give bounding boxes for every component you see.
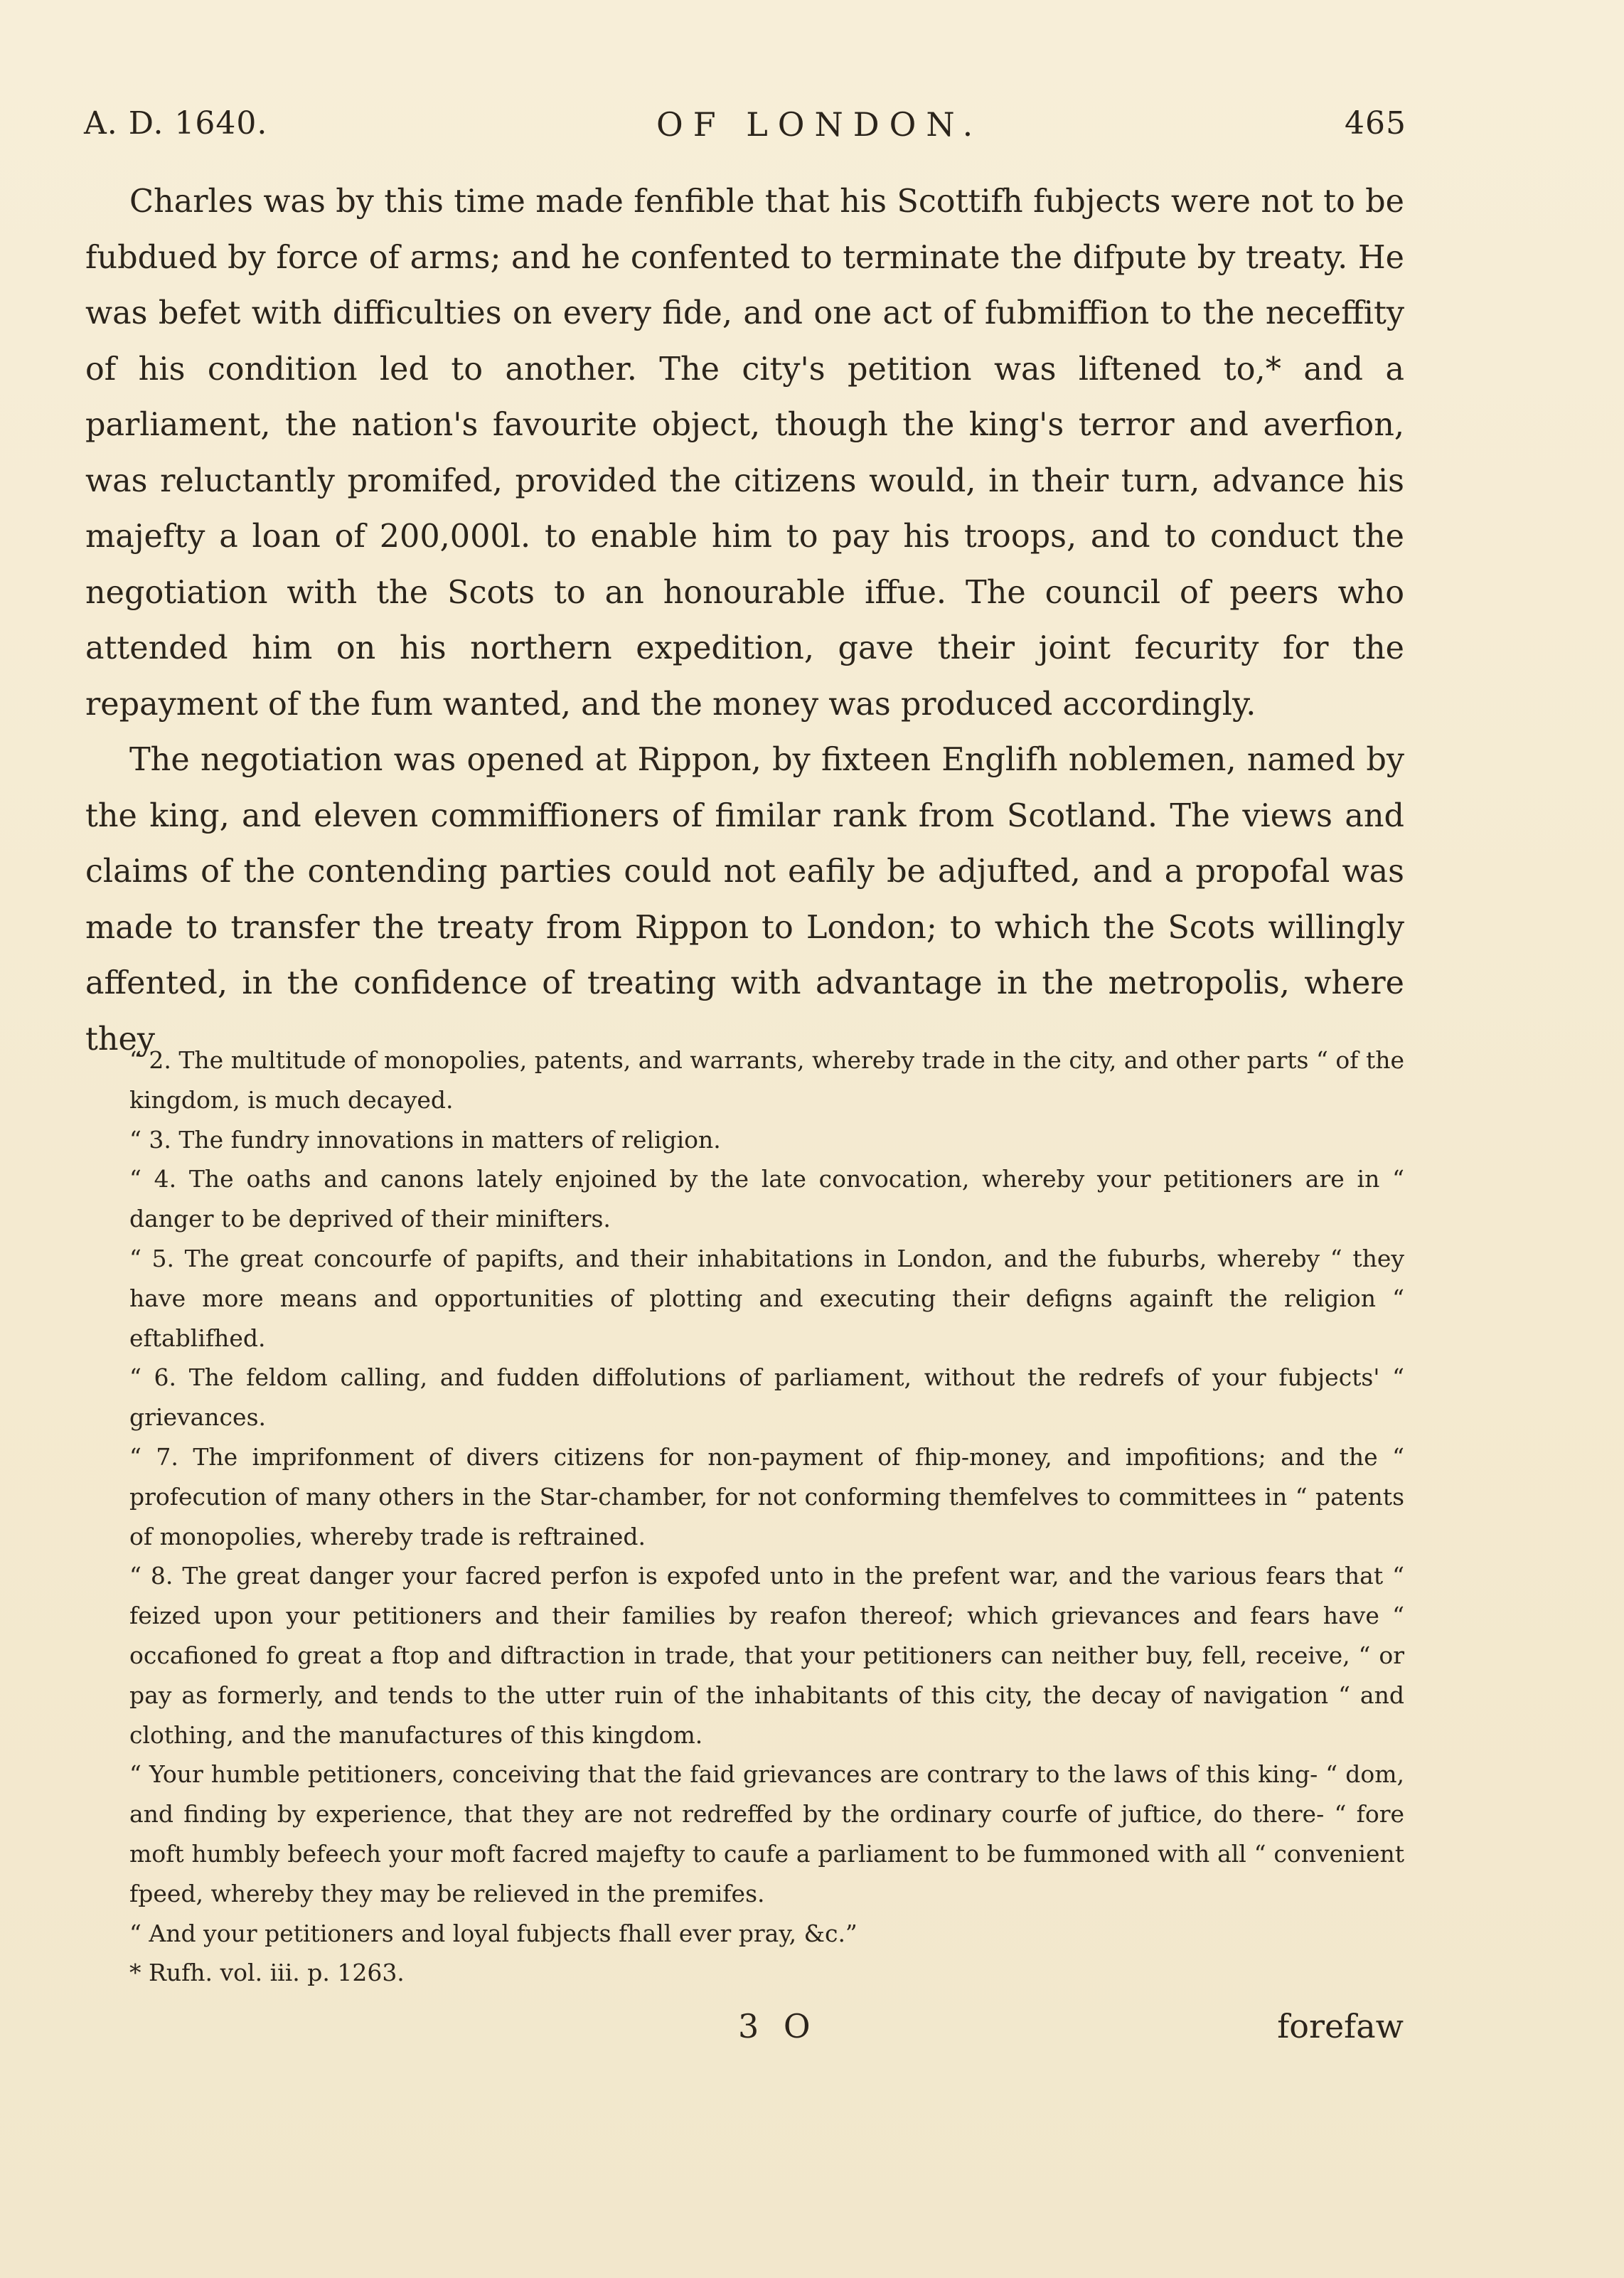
running-head-title: OF LONDON. xyxy=(656,105,983,144)
footnote-item: “ 6. The feldom calling, and fudden diffolutions of parliament, without the redrefs of your fubjects' “ grievances. xyxy=(129,1363,1404,1432)
footnote-item: “ 2. The multitude of monopolies, patents, and warrants, whereby trade in the city, and other parts “ of the kingdom, is much decayed. xyxy=(129,1046,1404,1114)
footnote-item: “ 4. The oaths and canons lately enjoined by the late convocation, whereby your petitioners are in “ danger to be deprived of their minifters. xyxy=(129,1165,1404,1233)
running-head-date: A. D. 1640. xyxy=(84,105,268,142)
main-text xyxy=(85,174,1404,1068)
footnote-item: “ And your petitioners and loyal fubjects fhall ever pray, &c.” xyxy=(129,1919,858,1947)
running-head xyxy=(84,105,1406,155)
footnote-item: “ 7. The imprifonment of divers citizens for non-payment of fhip-money, and impofitions; and the “ profecution of many others in the Star-chamber, for not conforming themfelves to committees in “ patents of monopolies, whereby trade is reftrained. xyxy=(129,1442,1404,1550)
footnote-item: “ 8. The great danger your facred perfon is expofed unto in the prefent war, and the various fears that “ feized upon your petitioners and their families by reafon thereof; which grievances and fears have “ occafioned fo great a ftop and diftraction in trade, that your petitioners can neither buy, fell, receive, “ or pay as formerly, and tends to the utter ruin of the inhabitants of this city, the decay of navigation “ and clothing, and the manufactures of this kingdom. xyxy=(129,1562,1404,1749)
footnotes xyxy=(85,1040,1404,1993)
footnote-item: “ 3. The fundry innovations in matters of religion. xyxy=(129,1125,721,1154)
catchword: forefaw xyxy=(1277,2007,1404,2045)
signature-mark: 3 O xyxy=(738,2007,818,2045)
footnote-reference: * Rufh. vol. iii. p. 1263. xyxy=(129,1959,405,1987)
footnote-item: “ Your humble petitioners, conceiving that the faid grievances are contrary to the laws of this king- “ dom, and finding by experience, that they are not redreffed by the ordinary courfe of juftice, do there- “ fore moft humbly befeech your moft facred majefty to caufe a parliament to be fummoned with all “ convenient fpeed, whereby they may be relieved in the premifes. xyxy=(129,1760,1404,1907)
footnote-item: “ 5. The great concourfe of papifts, and their inhabitations in London, and the fuburbs, whereby “ they have more means and opportunities of plotting and executing their defigns againft the religion “ eftablifhed. xyxy=(129,1244,1404,1352)
paragraph: The negotiation was opened at Rippon, by fixteen Englifh noblemen, named by the king, and eleven commiffioners of fimilar rank from Scotland. The views and claims of the contending parties could not eafily be adjufted, and a propofal was made to transfer the treaty from Rippon to London; to which the Scots willingly affented, in the confidence of treating with advantage in the metropolis, where they xyxy=(85,742,1404,1058)
paragraph: Charles was by this time made fenfible that his Scottifh fubjects were not to be fubdued by force of arms; and he confented to terminate the difpute by treaty. He was befet with difficulties on every fide, and one act of fubmiffion to the neceffity of his condition led to another. The city's petition was liftened to,* and a parliament, the nation's favourite object, though the king's terror and averfion, was reluctantly promifed, provided the citizens would, in their turn, advance his majefty a loan of 200,000l. to enable him to pay his troops, and to conduct the negotiation with the Scots to an honourable iffue. The council of peers who attended him on his northern expedition, gave their joint fecurity for the repayment of the fum wanted, and the money was produced accordingly. xyxy=(85,183,1404,723)
page-number: 465 xyxy=(1345,105,1406,142)
